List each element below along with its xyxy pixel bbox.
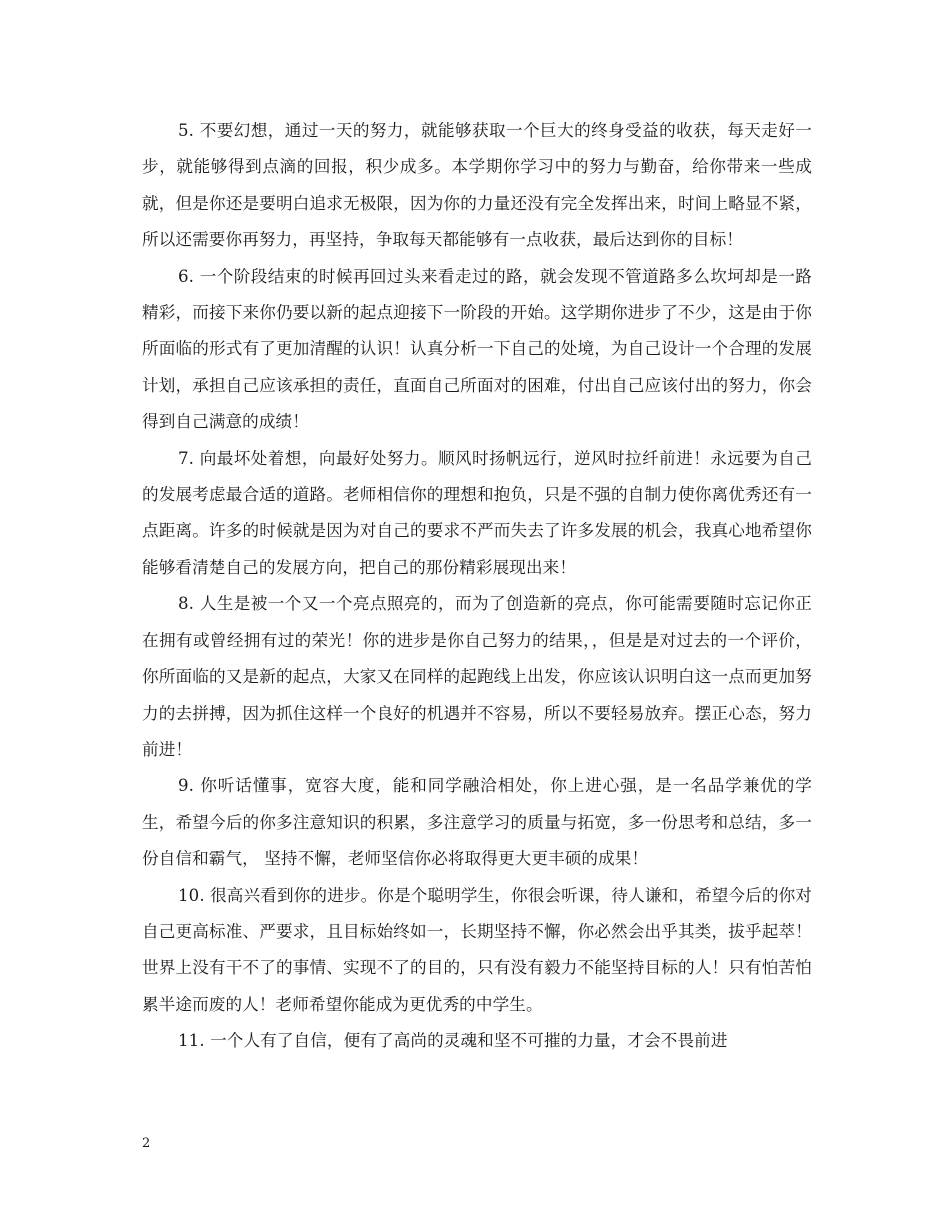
paragraph-6: 6. 一个阶段结束的时候再回过头来看走过的路，就会发现不管道路多么坎坷却是一路精彩，而接下来你仍要以新的起点迎接下一阶段的开始。这学期你进步了不少，这是由于你所面临的形式有了更加清醒的认识！认真分析一下自己的处境，为自己设计一个合理的发展计划，承担自己应该承担的责任，直面自己所面对的困难，付出自己应该付出的努力，你会得到自己满意的成绩！ xyxy=(142,266,812,432)
document-body xyxy=(142,113,812,1060)
page-number: 2 xyxy=(142,1136,151,1151)
paragraph-8: 8. 人生是被一个又一个亮点照亮的，而为了创造新的亮点，你可能需要随时忘记你正在拥有或曾经拥有过的荣光！你的进步是你自己努力的结果，，但是是对过去的一个评价，你所面临的又是新的起点，大家又在同样的起跑线上出发，你应该认识明白这一点而更加努力的去拼搏，因为抓住这样一个良好的机遇并不容易，所以不要轻易放弃。摆正心态，努力前进！ xyxy=(142,594,812,759)
paragraph-5: 5. 不要幻想，通过一天的努力，就能够获取一个巨大的终身受益的收获，每天走好一步，就能够得到点滴的回报，积少成多。本学期你学习中的努力与勤奋，给你带来一些成就，但是你还是要明白追求无极限，因为你的力量还没有完全发挥出来，时间上略显不紧，所以还需要你再努力，再坚持，争取每天都能够有一点收获，最后达到你的目标！ xyxy=(142,121,812,250)
paragraph-10: 10. 很高兴看到你的进步。你是个聪明学生，你很会听课，待人谦和，希望今后的你对自己更高标准、严要求，且目标始终如一，长期坚持不懈，你必然会出乎其类，拔乎起萃！世界上没有干不了的事情、实现不了的目的，只有没有毅力不能坚持目标的人！只有怕苦怕累半途而废的人！老师希望你能成为更优秀的中学生。 xyxy=(142,885,812,1014)
paragraph-9: 9. 你听话懂事，宽容大度，能和同学融洽相处，你上进心强，是一名品学兼优的学生，希望今后的你多注意知识的积累，多注意学习的质量与拓宽，多一份思考和总结，多一份自信和霸气， 坚持不懈，老师坚信你必将取得更大更丰硕的成果！ xyxy=(142,776,812,869)
paragraph-11: 11. 一个人有了自信，便有了高尚的灵魂和坚不可摧的力量，才会不畏前进 xyxy=(178,1031,728,1051)
paragraph-7: 7. 向最坏处着想，向最好处努力。顺风时扬帆远行，逆风时拉纤前进！永远要为自己的发展考虑最合适的道路。老师相信你的理想和抱负，只是不强的自制力使你离优秀还有一点距离。许多的时候就是因为对自己的要求不严而失去了许多发展的机会，我真心地希望你能够看清楚自己的发展方向，把自己的那份精彩展现出来！ xyxy=(142,448,812,577)
